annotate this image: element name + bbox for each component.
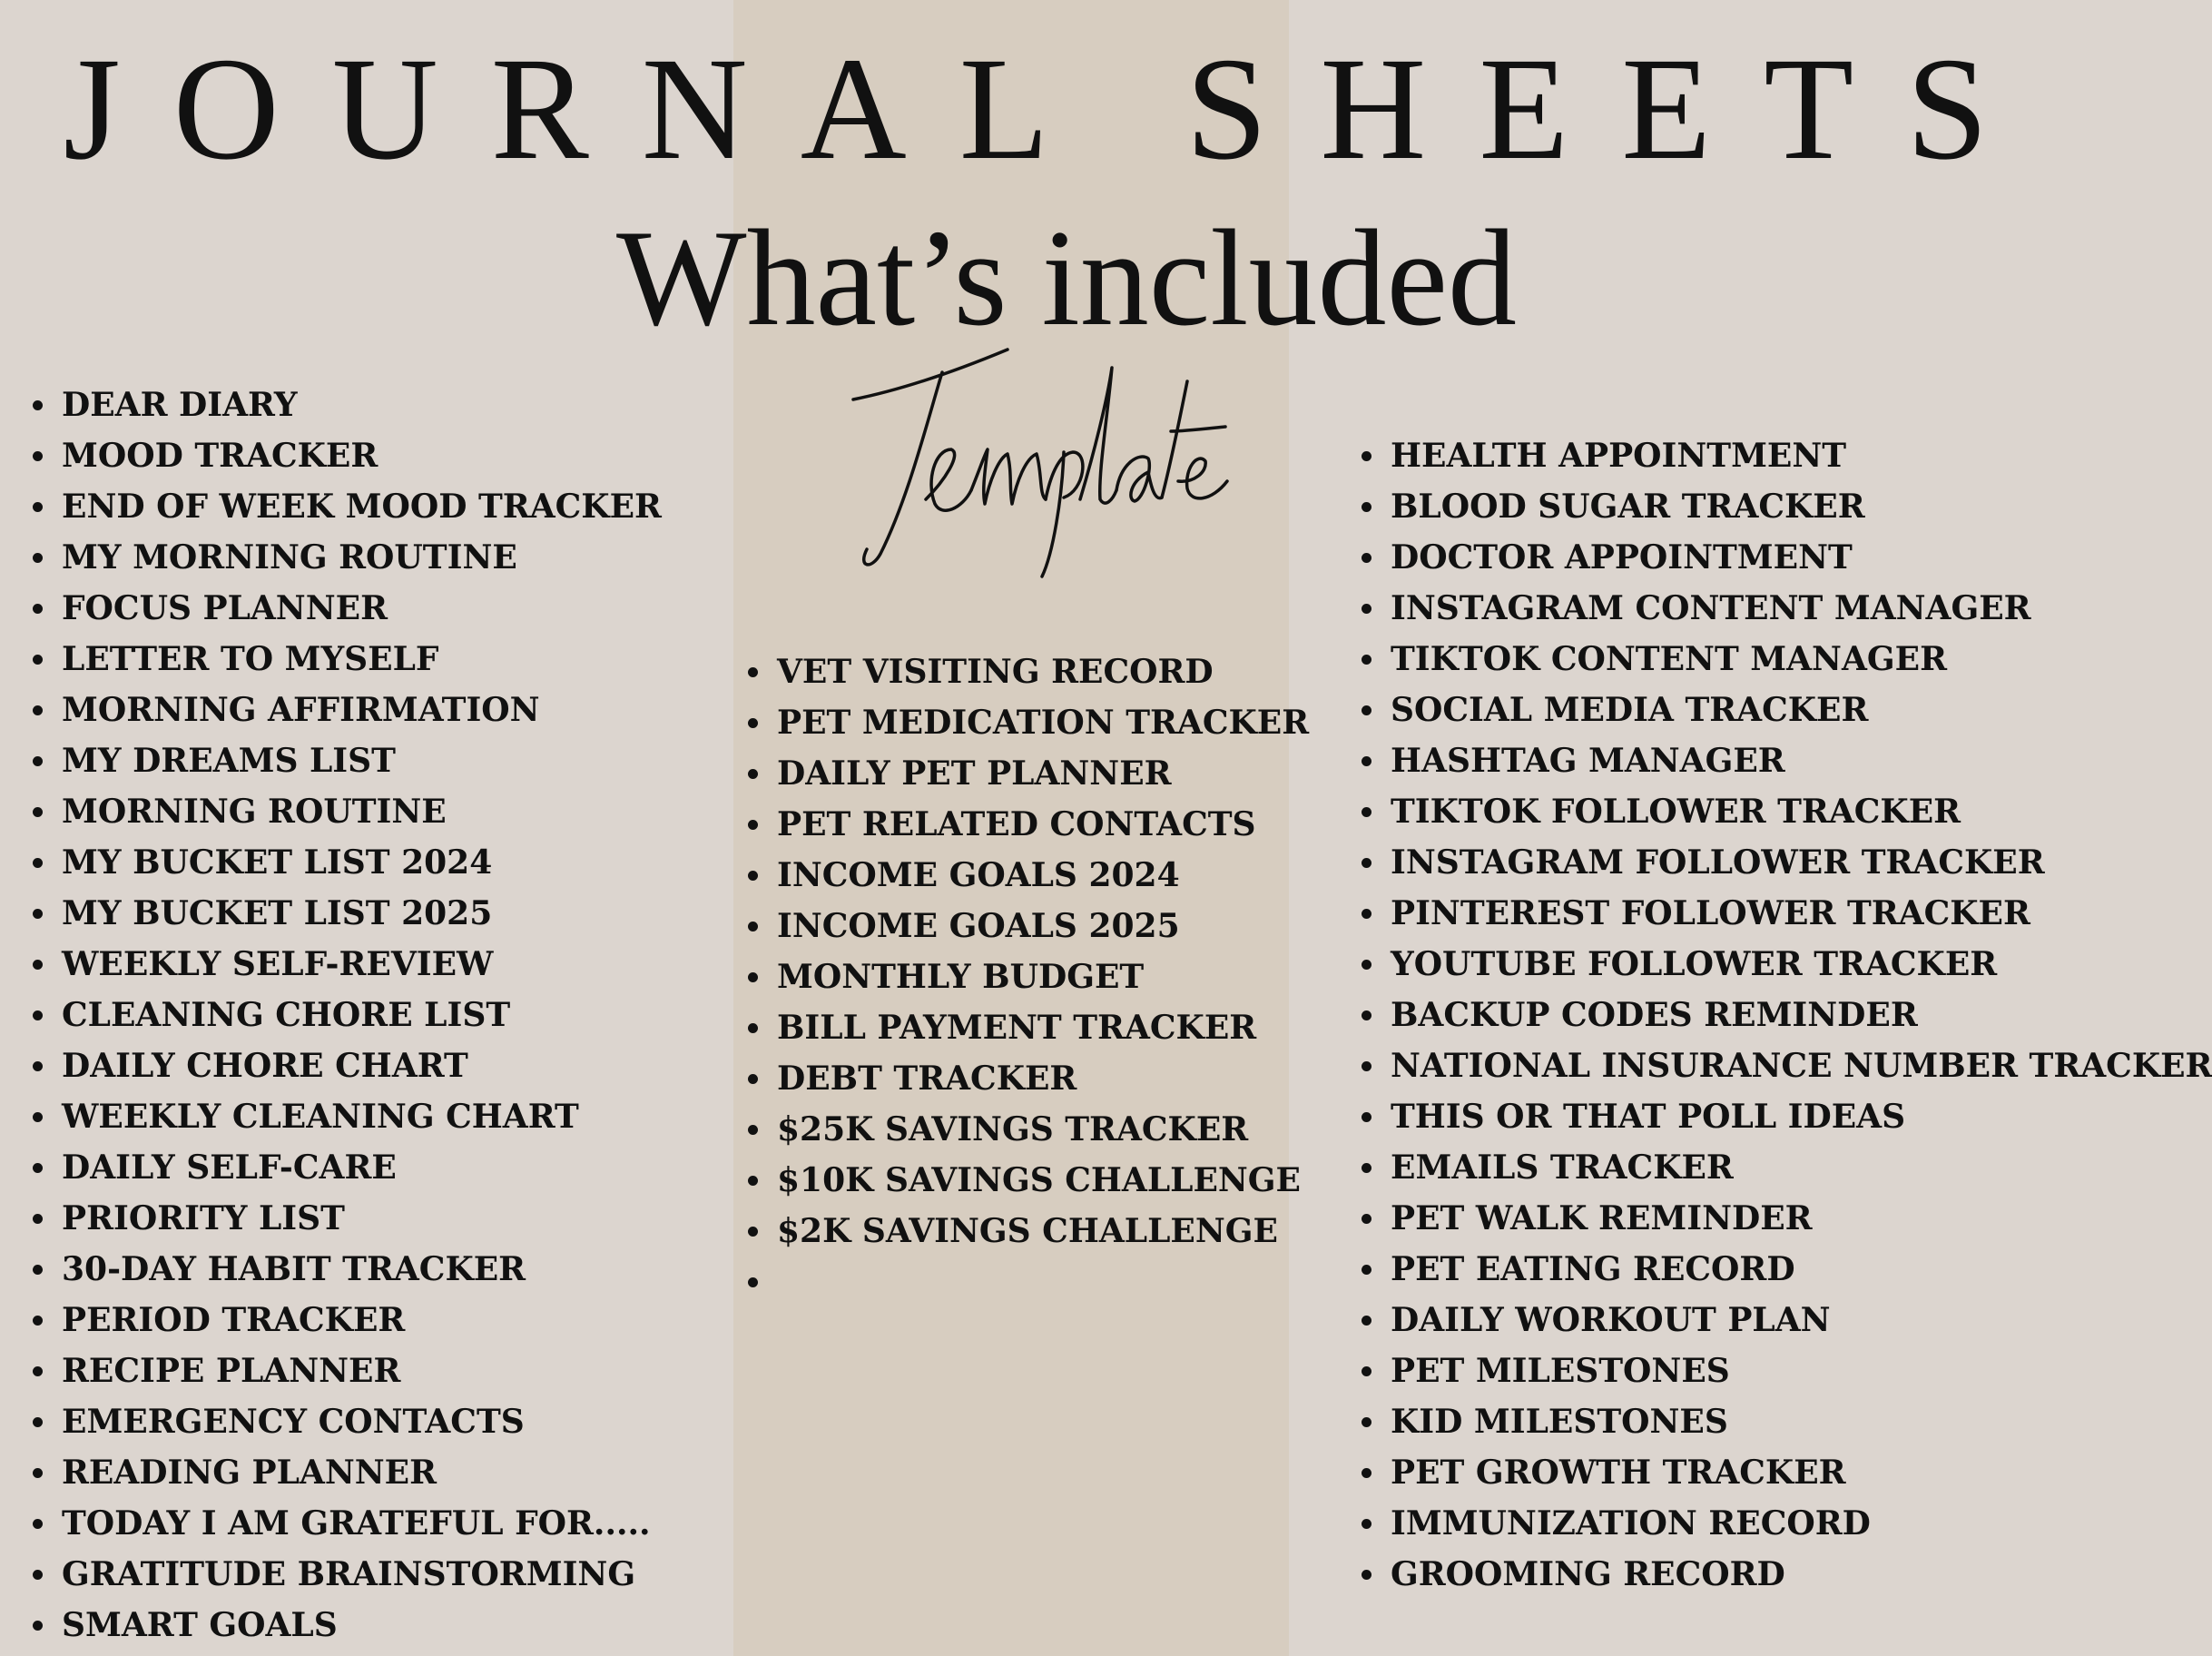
bullet-icon [33,1468,43,1478]
list-item [33,990,662,1040]
page-subtitle: What’s included [616,202,1517,354]
list-item-label: BLOOD SUGAR TRACKER [1391,488,1865,526]
bullet-icon [748,718,758,728]
list-item-label: WEEKLY CLEANING CHART [62,1098,579,1136]
list-item [1362,1396,2069,1447]
list-item-label: 30-DAY HABIT TRACKER [62,1250,526,1288]
list-item-label: PINTEREST FOLLOWER TRACKER [1391,894,2030,932]
bullet-icon [33,960,43,970]
list-item [33,837,662,888]
bullet-icon [748,1277,758,1287]
list-item-label: BILL PAYMENT TRACKER [777,1009,1257,1047]
list-item-label: EMAILS TRACKER [1391,1148,1734,1187]
list-item-label: MOOD TRACKER [62,437,378,475]
list-item [748,748,1309,799]
list-item [1362,1549,2069,1600]
bullet-icon [33,604,43,614]
list-item [748,697,1309,748]
list-item [748,646,1309,697]
list-item-label: BACKUP CODES REMINDER [1391,996,1918,1034]
list-item-label: TIKTOK FOLLOWER TRACKER [1391,793,1961,831]
list-item-label: DEBT TRACKER [777,1060,1077,1098]
list-item-label: KID MILESTONES [1391,1403,1728,1441]
list-item [33,1040,662,1091]
list-item-label: TODAY I AM GRATEFUL FOR..... [62,1504,651,1543]
bullet-icon [1362,807,1371,817]
list-item-label: EMERGENCY CONTACTS [62,1403,525,1441]
bullet-icon [748,820,758,830]
bullet-icon [1362,502,1371,512]
list-item-label: DAILY SELF-CARE [62,1148,397,1187]
list-item [748,1257,1309,1307]
bullet-icon [1362,705,1371,715]
list-item-label: PRIORITY LIST [62,1199,345,1237]
list-item-label: INSTAGRAM CONTENT MANAGER [1391,589,2031,627]
bullet-icon [748,1074,758,1084]
list-item-label: PET GROWTH TRACKER [1391,1454,1846,1492]
list-item [1362,1142,2069,1193]
bullet-icon [748,667,758,677]
bullet-icon [1362,909,1371,919]
list-item [33,1193,662,1244]
list-item [748,799,1309,850]
list-item [33,685,662,735]
list-item-label: $10K SAVINGS CHALLENGE [777,1161,1301,1199]
bullet-icon [1362,1468,1371,1478]
list-item [33,1396,662,1447]
bullet-icon [1362,1570,1371,1580]
list-item [33,1142,662,1193]
bullet-icon [1362,858,1371,868]
list-item [33,735,662,786]
bullet-icon [748,1176,758,1186]
list-item [33,1600,662,1651]
list-item-label: DEAR DIARY [62,386,298,424]
bullet-icon [748,922,758,932]
bullet-icon [1362,655,1371,665]
bullet-icon [1362,1163,1371,1173]
list-item-label: PET MILESTONES [1391,1352,1730,1390]
list-item-label: YOUTUBE FOLLOWER TRACKER [1391,945,1998,983]
bullet-icon [33,1417,43,1427]
bullet-icon [33,1163,43,1173]
list-item-label: HEALTH APPOINTMENT [1391,437,1847,475]
bullet-icon [33,1366,43,1376]
list-item [1362,685,2069,735]
list-item [33,430,662,481]
list-item-label: CLEANING CHORE LIST [62,996,511,1034]
list-item [33,888,662,939]
bullet-icon [748,1227,758,1237]
bullet-icon [33,1214,43,1224]
bullet-icon [748,972,758,982]
list-item [1362,939,2069,990]
list-item [748,850,1309,901]
bullet-icon [1362,1417,1371,1427]
list-item [1362,1244,2069,1295]
list-item-label: HASHTAG MANAGER [1391,742,1785,780]
bullet-icon [33,1570,43,1580]
list-item-label: RECIPE PLANNER [62,1352,401,1390]
bullet-icon [33,502,43,512]
bullet-icon [33,655,43,665]
list-item-label: DAILY CHORE CHART [62,1047,468,1085]
list-item-label: MORNING ROUTINE [62,793,447,831]
list-item [33,1346,662,1396]
list-item [1362,481,2069,532]
list-item [33,481,662,532]
list-item [33,1244,662,1295]
list-item [748,1104,1309,1155]
bullet-icon [33,858,43,868]
list-item-label: DAILY PET PLANNER [777,754,1172,793]
bullet-icon [33,1265,43,1275]
list-item [1362,786,2069,837]
bullet-icon [33,909,43,919]
bullet-icon [748,1023,758,1033]
list-item-label: NATIONAL INSURANCE NUMBER TRACKER [1391,1047,2212,1085]
bullet-icon [33,1112,43,1122]
list-item-label: INSTAGRAM FOLLOWER TRACKER [1391,843,2045,882]
bullet-icon [33,1061,43,1071]
list-item-label: DAILY WORKOUT PLAN [1391,1301,1831,1339]
list-item-label: SOCIAL MEDIA TRACKER [1391,691,1869,729]
page-title: JOURNAL SHEETS [63,28,2041,191]
bullet-icon [33,400,43,410]
list-item [1362,1295,2069,1346]
list-item [33,1447,662,1498]
list-item-label: THIS OR THAT POLL IDEAS [1391,1098,1906,1136]
bullet-icon [1362,1366,1371,1376]
list-item [748,1053,1309,1104]
bullet-icon [1362,1112,1371,1122]
list-item [33,1091,662,1142]
list-item-label: IMMUNIZATION RECORD [1391,1504,1871,1543]
list-item-label: GROOMING RECORD [1391,1555,1785,1593]
list-item-label: SMART GOALS [62,1606,338,1644]
list-item-label: PET EATING RECORD [1391,1250,1795,1288]
bullet-icon [1362,604,1371,614]
list-item-label: PET RELATED CONTACTS [777,805,1256,843]
list-item-label: MY MORNING ROUTINE [62,538,517,577]
list-item [1362,990,2069,1040]
list-item [748,1002,1309,1053]
list-item [33,1498,662,1549]
bullet-icon [1362,1010,1371,1020]
middle-feature-list [748,646,1309,1307]
bullet-icon [33,1316,43,1326]
list-item-label: INCOME GOALS 2024 [777,856,1180,894]
bullet-icon [1362,451,1371,461]
list-item-label: LETTER TO MYSELF [62,640,439,678]
list-item [1362,532,2069,583]
bullet-icon [748,769,758,779]
list-item-label: $2K SAVINGS CHALLENGE [777,1212,1278,1250]
list-item-label: PERIOD TRACKER [62,1301,406,1339]
list-item [33,1295,662,1346]
bullet-icon [1362,553,1371,563]
list-item [1362,1498,2069,1549]
list-item [33,634,662,685]
list-item-label: INCOME GOALS 2025 [777,907,1180,945]
list-item-label: VET VISITING RECORD [777,653,1214,691]
bullet-icon [1362,1316,1371,1326]
list-item [33,939,662,990]
list-item [1362,1447,2069,1498]
list-item-label: PET MEDICATION TRACKER [777,704,1310,742]
list-item [1362,1091,2069,1142]
list-item [33,380,662,430]
list-item-label: WEEKLY SELF-REVIEW [62,945,494,983]
bullet-icon [33,807,43,817]
list-item-label: MONTHLY BUDGET [777,958,1145,996]
bullet-icon [1362,1519,1371,1529]
list-item-label: MY BUCKET LIST 2025 [62,894,493,932]
bullet-icon [1362,1061,1371,1071]
list-item [748,1155,1309,1206]
list-item [1362,583,2069,634]
list-item-label: GRATITUDE BRAINSTORMING [62,1555,636,1593]
list-item [748,901,1309,951]
bullet-icon [1362,756,1371,766]
bullet-icon [748,1125,758,1135]
list-item [1362,837,2069,888]
bullet-icon [33,1519,43,1529]
list-item [1362,888,2069,939]
bullet-icon [1362,1214,1371,1224]
list-item [1362,1346,2069,1396]
right-feature-list [1362,430,2212,1600]
bullet-icon [33,705,43,715]
bullet-icon [1362,1265,1371,1275]
list-item [33,532,662,583]
list-item-label: MORNING AFFIRMATION [62,691,540,729]
list-item [748,951,1309,1002]
list-item-label: MY BUCKET LIST 2024 [62,843,493,882]
bullet-icon [1362,960,1371,970]
list-item [1362,735,2069,786]
bullet-icon [33,1010,43,1020]
script-template-drawing [835,345,1234,581]
list-item [1362,430,2069,481]
bullet-icon [33,451,43,461]
list-item [748,1206,1309,1257]
bullet-icon [33,553,43,563]
list-item [1362,1193,2069,1244]
list-item-label: TIKTOK CONTENT MANAGER [1391,640,1947,678]
list-item [33,583,662,634]
list-item-label: END OF WEEK MOOD TRACKER [62,488,662,526]
list-item [1362,1040,2212,1091]
list-item-label: FOCUS PLANNER [62,589,388,627]
bullet-icon [33,1621,43,1631]
list-item-label: PET WALK REMINDER [1391,1199,1813,1237]
bullet-icon [748,871,758,881]
list-item-label: MY DREAMS LIST [62,742,396,780]
list-item-label: DOCTOR APPOINTMENT [1391,538,1853,577]
list-item [1362,634,2069,685]
bullet-icon [33,756,43,766]
list-item [33,786,662,837]
list-item-label: $25K SAVINGS TRACKER [777,1110,1249,1148]
list-item [33,1549,662,1600]
list-item-label: READING PLANNER [62,1454,437,1492]
script-template-word [835,345,1234,581]
left-feature-list [33,380,662,1651]
